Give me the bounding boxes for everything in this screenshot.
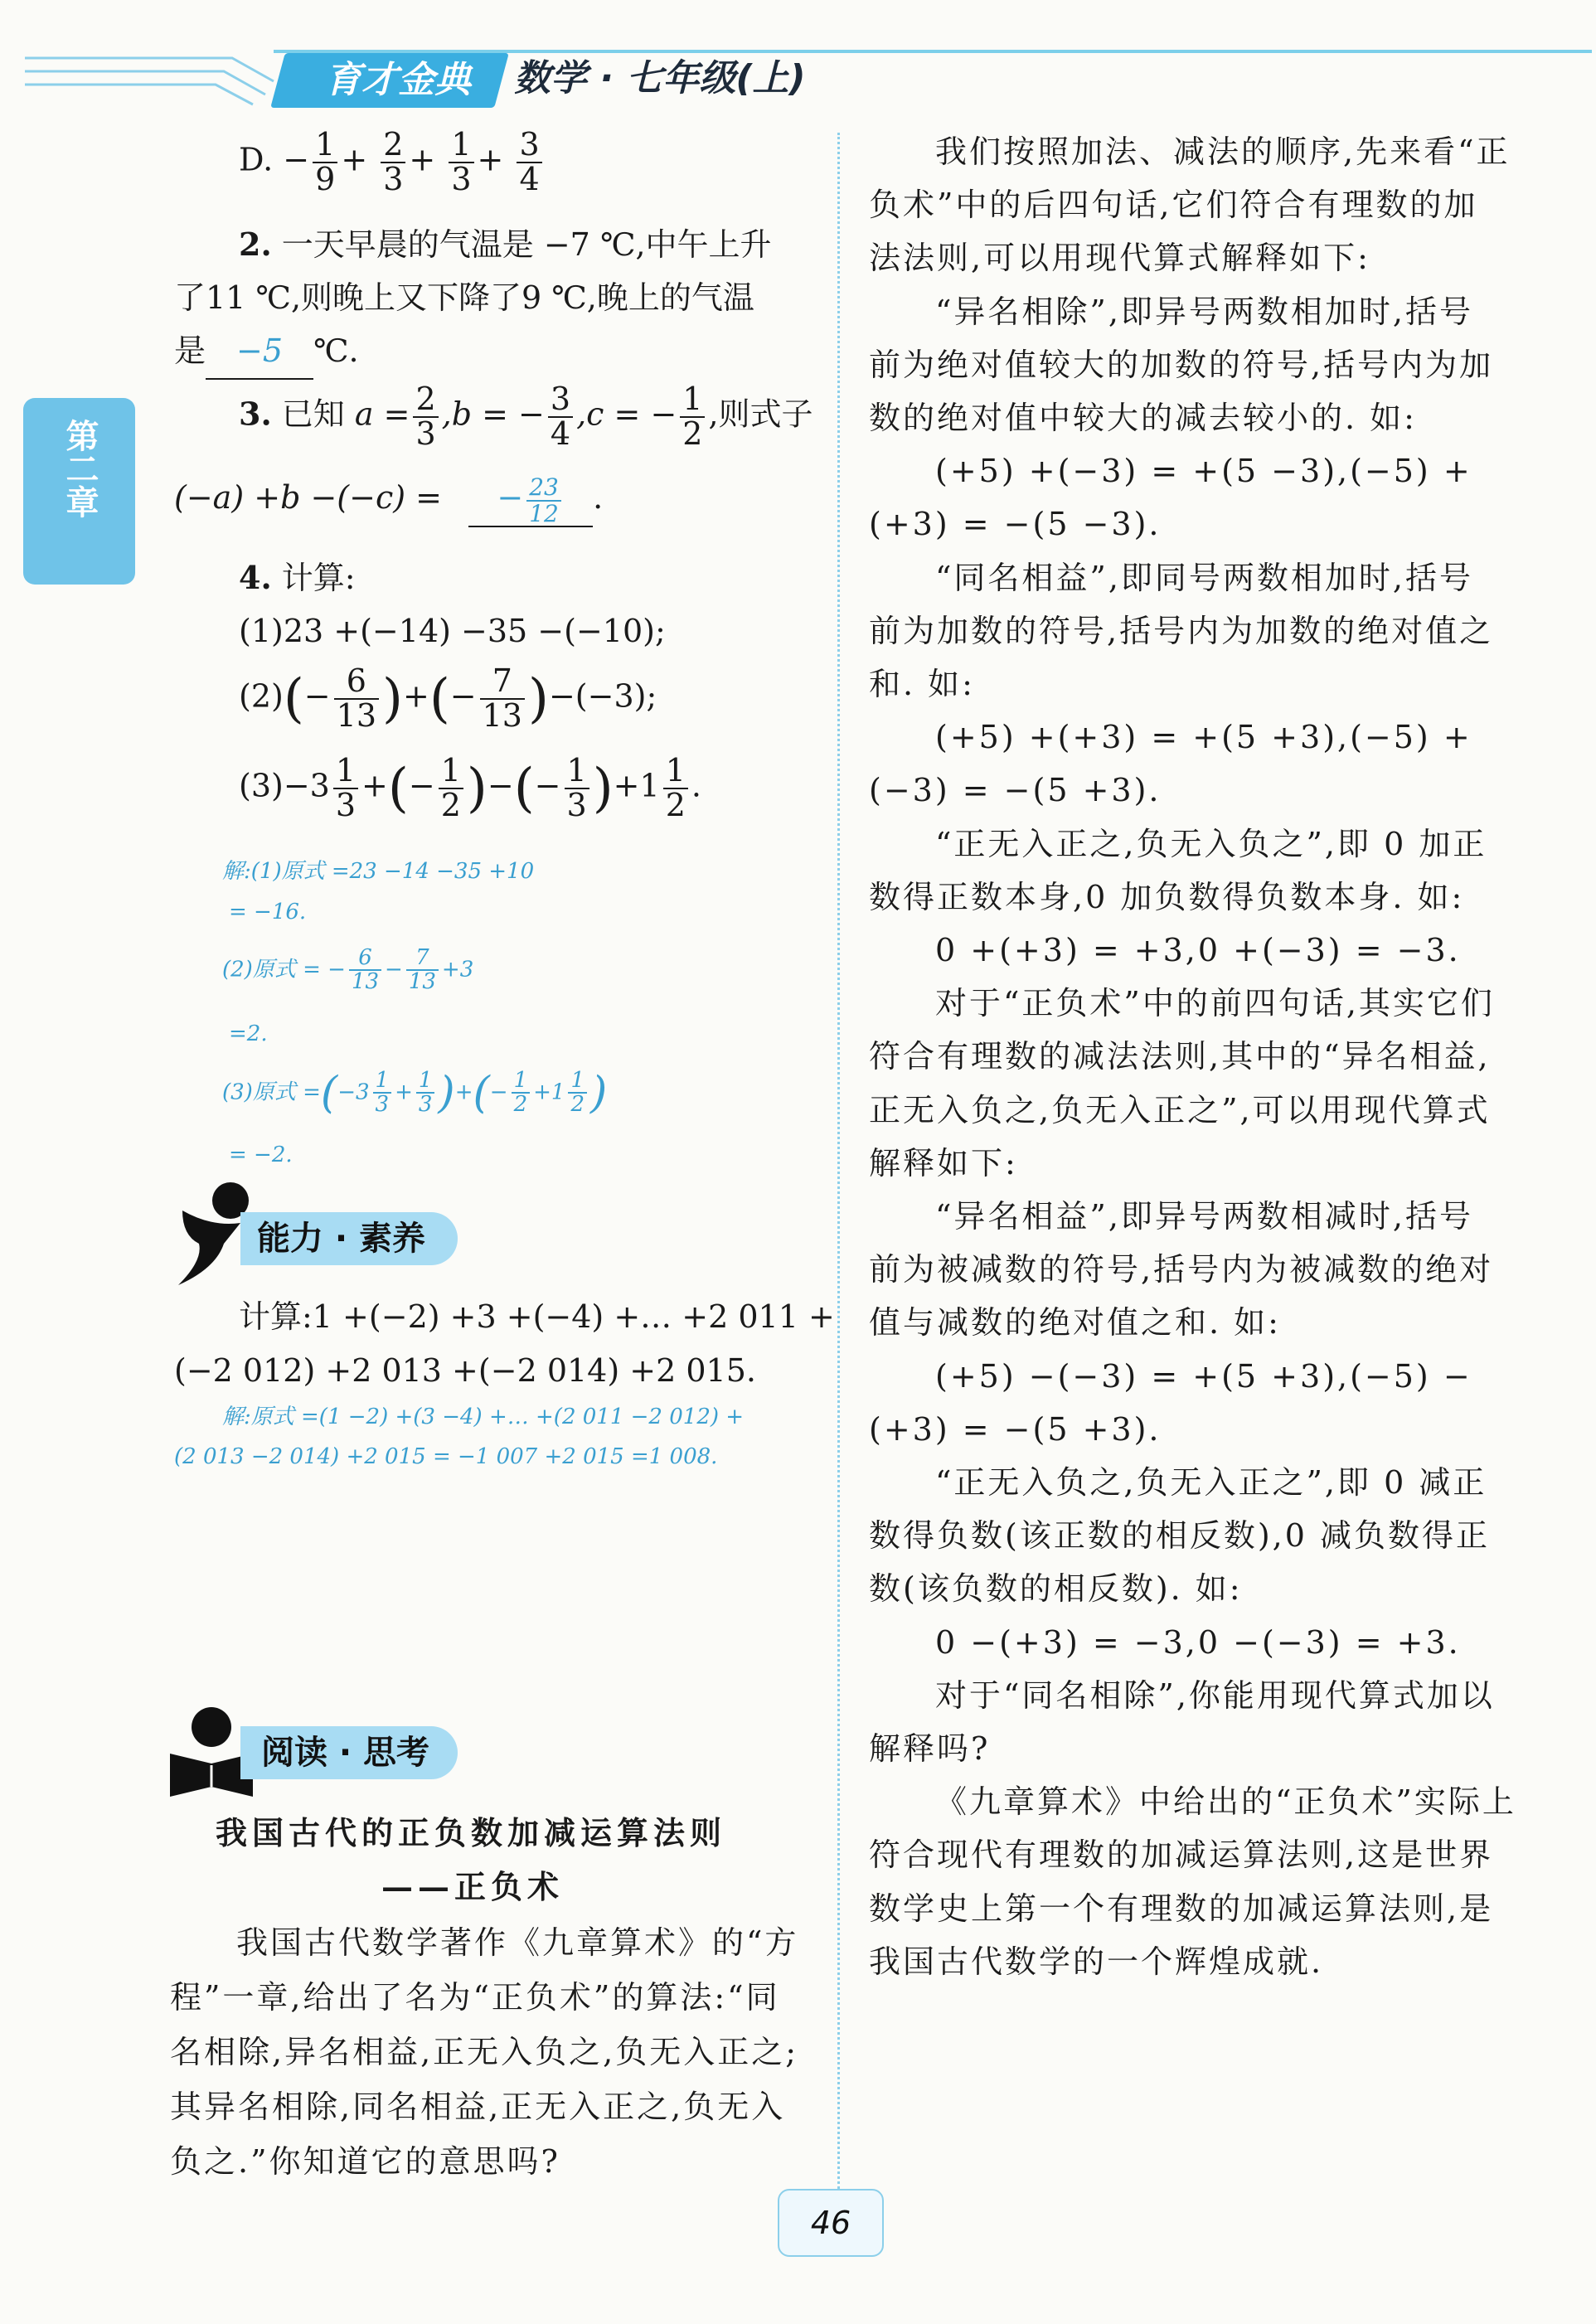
ability-solution-line-2: (2 013 −2 014) +2 015 = −1 007 +2 015 =1 008. bbox=[174, 1444, 718, 1469]
question-2-line-2: 了11 ℃,则晚上又下降了9 ℃,晚上的气温 bbox=[174, 279, 754, 316]
option-d: D. − $\frac{1}{9}$ + $\frac{2}{3}$ + $\frac{1}{3}$ + $\frac{3}{4}$ bbox=[239, 129, 546, 196]
ability-problem-line-1: 计算:1 +(−2) +3 +(−4) +… +2 011 + bbox=[239, 1298, 835, 1335]
right-text-line: 对于“同名相除”,你能用现代算式加以 bbox=[935, 1677, 1495, 1714]
reading-paragraph-line-5: 负之.”你知道它的意思吗? bbox=[170, 2143, 560, 2180]
chapter-tab-label: 第二章 bbox=[61, 419, 99, 518]
right-text-line: 法法则,可以用现代算式解释如下: bbox=[869, 240, 1370, 276]
right-text-line: 正无入负之,负无入正之”,可以用现代算式 bbox=[869, 1092, 1491, 1128]
question-4-part-3: (3)−3 $\frac{1}{3}$ +(− $\frac{1}{2}$ )−(− $\frac{1}{3}$ )+1 $\frac{1}{2}$ . bbox=[239, 752, 701, 823]
right-text-line: 前为加数的符号,括号内为加数的绝对值之 bbox=[869, 613, 1494, 649]
reading-paragraph-line-1: 我国古代数学著作《九章算术》的“方 bbox=[236, 1924, 799, 1961]
question-4-title: 4. 计算: bbox=[239, 559, 356, 596]
solution-2-line-1: (2)原式 = − $\frac{6}{13}$ − $\frac{7}{13}$ +3 bbox=[222, 945, 474, 995]
right-text-line: 解释如下: bbox=[869, 1145, 1018, 1181]
question-3-line-2: (−a) +b −(−c) = − $\frac{23}{12}$ . bbox=[174, 470, 603, 527]
right-text-line: “异名相益”,即异号两数相减时,括号 bbox=[935, 1198, 1474, 1235]
solution-2-line-2: =2. bbox=[229, 1021, 268, 1046]
question-4-part-2: (2)(− $\frac{6}{13}$ )+(− $\frac{7}{13}$ )−(−3); bbox=[239, 662, 657, 734]
right-text-line: “异名相除”,即异号两数相加时,括号 bbox=[935, 294, 1474, 330]
right-text-line: (+5) +(+3) = +(5 +3),(−5) + bbox=[935, 719, 1472, 755]
page-number: 46 bbox=[778, 2189, 884, 2257]
solution-1-line-1: 解:(1)原式 =23 −14 −35 +10 bbox=[222, 859, 535, 884]
right-text-line: 对于“正负术”中的前四句话,其实它们 bbox=[935, 985, 1495, 1021]
reading-subtitle: ——正负术 bbox=[381, 1868, 565, 1905]
right-text-line: 数得正数本身,0 加负数得负数本身. 如: bbox=[869, 879, 1465, 915]
right-text-line: 我国古代数学的一个辉煌成就. bbox=[869, 1943, 1324, 1980]
reading-title: 我国古代的正负数加减运算法则 bbox=[216, 1814, 727, 1851]
ability-banner-title: 能力 · 素养 bbox=[257, 1220, 426, 1258]
right-text-line: 前为绝对值较大的加数的符号,括号内为加 bbox=[869, 347, 1494, 383]
column-divider bbox=[837, 133, 840, 2189]
right-text-line: (+3) = −(5 +3). bbox=[869, 1411, 1162, 1448]
right-text-line: 符合现代有理数的加减运算法则,这是世界 bbox=[869, 1836, 1494, 1873]
right-text-line: “正无入负之,负无入正之”,即 0 减正 bbox=[935, 1464, 1487, 1501]
question-2-line-3: 是 −5 ℃. bbox=[174, 323, 359, 380]
header-decor-lines bbox=[25, 48, 290, 106]
right-text-line: 0 +(+3) = +3,0 +(−3) = −3. bbox=[935, 932, 1461, 968]
right-text-line: 我们按照加法、减法的顺序,先来看“正 bbox=[935, 133, 1511, 170]
right-text-line: 解释吗? bbox=[869, 1730, 991, 1767]
solution-1-line-2: = −16. bbox=[229, 900, 307, 924]
right-text-line: “正无入正之,负无入负之”,即 0 加正 bbox=[935, 826, 1487, 862]
reading-paragraph-line-2: 程”一章,给出了名为“正负术”的算法:“同 bbox=[170, 1979, 780, 2016]
solution-3-line-1: (3)原式 =(−3 $\frac{1}{3}$ + $\frac{1}{3}$ )+(− $\frac{1}{2}$ +1 $\frac{1}{2}$ ) bbox=[222, 1068, 608, 1118]
right-text-line: (+3) = −(5 −3). bbox=[869, 506, 1162, 542]
right-text-line: 0 −(+3) = −3,0 −(−3) = +3. bbox=[935, 1624, 1461, 1661]
question-2-line-1: 2. 一天早晨的气温是 −7 ℃,中午上升 bbox=[239, 226, 772, 263]
question-3-line-1: 3. 已知 a = $\frac{2}{3}$ ,b = − $\frac{3}{4}$ ,c = − $\frac{1}{2}$ ,则式子 bbox=[239, 381, 813, 452]
reading-paragraph-line-3: 名相除,异名相益,正无入负之,负无入正之; bbox=[170, 2034, 799, 2070]
reading-paragraph-line-4: 其异名相除,同名相益,正无入正之,负无入 bbox=[170, 2089, 786, 2125]
right-text-line: 符合有理数的减法法则,其中的“异名相益, bbox=[869, 1038, 1491, 1075]
right-text-line: (+5) +(−3) = +(5 −3),(−5) + bbox=[935, 453, 1472, 489]
right-text-line: “同名相益”,即同号两数相加时,括号 bbox=[935, 560, 1474, 596]
right-text-line: 负术”中的后四句话,它们符合有理数的加 bbox=[869, 187, 1478, 223]
right-text-line: (+5) −(−3) = +(5 +3),(−5) − bbox=[935, 1358, 1472, 1395]
header-brand: 育才金典 bbox=[325, 59, 471, 101]
header-subject: 数学 · 七年级(上) bbox=[514, 57, 806, 99]
reading-banner-title: 阅读 · 思考 bbox=[261, 1734, 430, 1772]
right-text-line: 和. 如: bbox=[869, 666, 975, 702]
ability-solution-line-1: 解:原式 =(1 −2) +(3 −4) +… +(2 011 −2 012) + bbox=[222, 1405, 745, 1429]
answer-blank-q3: − $\frac{23}{12}$ bbox=[468, 470, 593, 527]
right-text-line: (−3) = −(5 +3). bbox=[869, 772, 1162, 808]
right-text-line: 数的绝对值中较大的减去较小的. 如: bbox=[869, 400, 1417, 436]
solution-3-line-2: = −2. bbox=[229, 1143, 293, 1167]
right-text-line: 前为被减数的符号,括号内为被减数的绝对 bbox=[869, 1251, 1494, 1288]
answer-blank-q2: −5 bbox=[206, 323, 313, 380]
right-text-line: 值与减数的绝对值之和. 如: bbox=[869, 1304, 1281, 1341]
right-text-line: 数得负数(该正数的相反数),0 减负数得正 bbox=[869, 1517, 1490, 1554]
right-text-line: 《九章算术》中给出的“正负术”实际上 bbox=[935, 1783, 1516, 1820]
right-text-line: 数(该负数的相反数). 如: bbox=[869, 1570, 1243, 1607]
ability-problem-line-2: (−2 012) +2 013 +(−2 014) +2 015. bbox=[174, 1352, 756, 1389]
right-text-line: 数学史上第一个有理数的加减运算法则,是 bbox=[869, 1890, 1494, 1927]
question-4-part-1: (1)23 +(−14) −35 −(−10); bbox=[239, 613, 666, 649]
